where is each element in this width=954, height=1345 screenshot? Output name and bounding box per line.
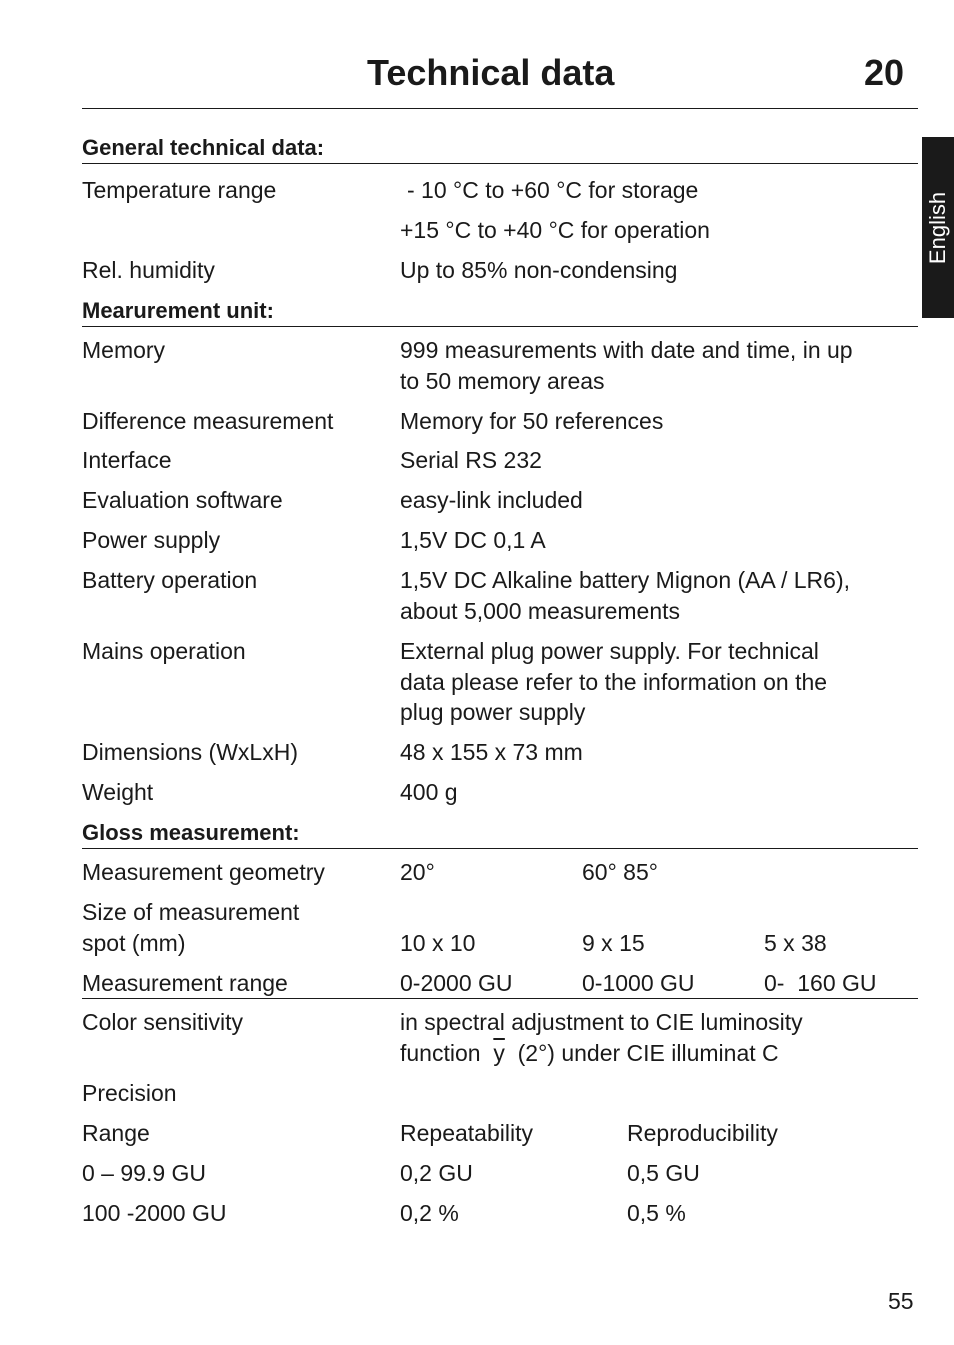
spec-label-temperature: Temperature range	[82, 177, 277, 203]
language-tab-label: English	[925, 191, 950, 264]
spec-value-spot-85: 5 x 38	[764, 930, 827, 956]
language-tab	[922, 137, 954, 318]
spec-label-power: Power supply	[82, 527, 221, 553]
chapter-number: 20	[864, 52, 905, 93]
section-divider-gloss	[82, 848, 918, 849]
section-divider-unit	[82, 326, 918, 327]
spec-value-mains-line2: data please refer to the information on the	[400, 669, 828, 695]
precision-header-repeatability: Repeatability	[400, 1120, 533, 1146]
color-function-text: function	[400, 1040, 487, 1066]
y-bar-symbol: $\overline{y}$	[493, 1040, 505, 1066]
spec-value-memory-line1: 999 measurements with date and time, in up	[400, 337, 853, 363]
precision-row2-reproducibility: 0,5 %	[627, 1200, 686, 1226]
spec-label-memory: Memory	[82, 337, 166, 363]
section-heading-gloss: Gloss measurement:	[82, 820, 300, 845]
spec-label-software: Evaluation software	[82, 487, 283, 513]
spec-value-geometry-60-85: 60° 85°	[582, 859, 658, 885]
spec-value-geometry-20: 20°	[400, 859, 435, 885]
spec-value-weight: 400 g	[400, 779, 458, 805]
spec-label-range: Measurement range	[82, 970, 288, 996]
spec-label-weight: Weight	[82, 779, 154, 805]
spec-value-range-20: 0-2000 GU	[400, 970, 513, 996]
precision-header-reproducibility: Reproducibility	[627, 1120, 778, 1146]
spec-label-difference: Difference measurement	[82, 408, 334, 434]
header-divider	[82, 108, 918, 109]
spec-label-mains: Mains operation	[82, 638, 246, 664]
spec-label-dimensions: Dimensions (WxLxH)	[82, 739, 298, 765]
precision-row2-repeatability: 0,2 %	[400, 1200, 459, 1226]
color-illuminant-text: (2°) under CIE illuminat C	[511, 1040, 779, 1066]
spec-label-spot-line1: Size of measurement	[82, 899, 300, 925]
spec-value-power: 1,5V DC 0,1 A	[400, 527, 546, 553]
spec-label-color: Color sensitivity	[82, 1009, 244, 1035]
precision-row1-repeatability: 0,2 GU	[400, 1160, 473, 1186]
spec-value-mains-line1: External plug power supply. For technical	[400, 638, 819, 664]
spec-value-difference: Memory for 50 references	[400, 408, 664, 434]
spec-value-mains-line3: plug power supply	[400, 699, 586, 725]
spec-label-geometry: Measurement geometry	[82, 859, 325, 885]
table-divider-range	[82, 998, 918, 999]
spec-label-spot-line2: spot (mm)	[82, 930, 186, 956]
section-heading-general: General technical data:	[82, 135, 325, 160]
spec-value-battery-line1: 1,5V DC Alkaline battery Mignon (AA / LR6),	[400, 567, 850, 593]
spec-value-software: easy-link included	[400, 487, 583, 513]
spec-value-range-60: 0-1000 GU	[582, 970, 695, 996]
spec-value-humidity: Up to 85% non-condensing	[400, 257, 678, 283]
precision-row2-range: 100 -2000 GU	[82, 1200, 227, 1226]
section-divider-general	[82, 163, 918, 164]
spec-value-dimensions: 48 x 155 x 73 mm	[400, 739, 583, 765]
section-heading-unit: Mearurement unit:	[82, 298, 274, 323]
precision-row1-reproducibility: 0,5 GU	[627, 1160, 700, 1186]
spec-label-battery: Battery operation	[82, 567, 258, 593]
spec-value-temperature-operation: +15 °C to +40 °C for operation	[400, 217, 710, 243]
spec-label-precision: Precision	[82, 1080, 177, 1106]
spec-value-spot-20: 10 x 10	[400, 930, 476, 956]
spec-value-color-line1: in spectral adjustment to CIE luminosity	[400, 1009, 803, 1035]
spec-value-interface: Serial RS 232	[400, 447, 542, 473]
spec-value-memory-line2: to 50 memory areas	[400, 368, 605, 394]
spec-value-color-line2	[400, 1038, 779, 1069]
precision-row1-range: 0 – 99.9 GU	[82, 1160, 207, 1186]
spec-value-spot-60: 9 x 15	[582, 930, 645, 956]
page-number: 55	[888, 1288, 914, 1314]
spec-label-interface: Interface	[82, 447, 172, 473]
precision-header-range: Range	[82, 1120, 150, 1146]
spec-value-range-85: 0- 160 GU	[764, 970, 877, 996]
spec-label-humidity: Rel. humidity	[82, 257, 215, 283]
spec-value-battery-line2: about 5,000 measurements	[400, 598, 681, 624]
page-title: Technical data	[367, 52, 615, 93]
spec-value-temperature-storage: - 10 °C to +60 °C for storage	[407, 177, 699, 203]
